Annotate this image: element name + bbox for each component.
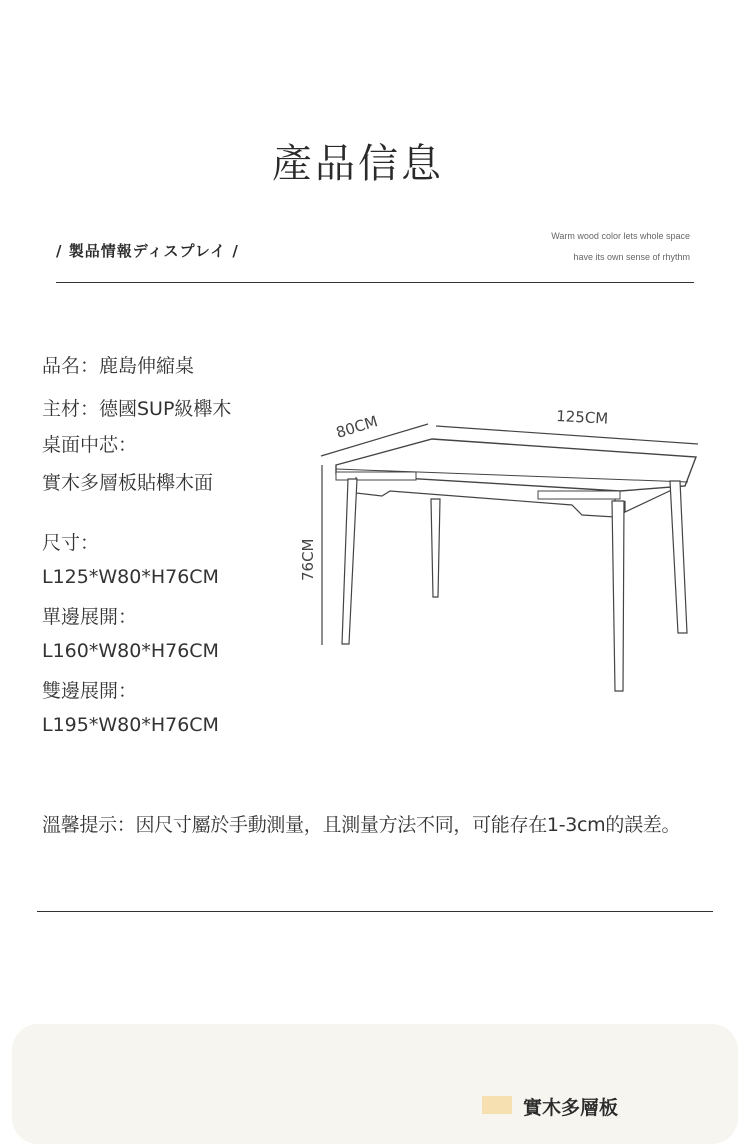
material-panel [12, 1024, 738, 1144]
front-right-leg [612, 501, 624, 691]
spec-size-label: 尺寸： [42, 532, 100, 554]
spec-double-value: L195*W80*H76CM [42, 714, 219, 736]
front-left-leg [342, 479, 357, 644]
tagline-line-1: Warm wood color lets whole space [551, 231, 690, 241]
header-divider [56, 282, 694, 283]
width-label: 80CM [333, 412, 380, 442]
tabletop [336, 439, 696, 491]
back-right-leg [670, 481, 687, 633]
back-left-leg [431, 499, 440, 597]
spec-double-label: 雙邊展開： [42, 680, 138, 702]
spec-single-label: 單邊展開： [42, 606, 138, 628]
length-label: 125CM [555, 407, 609, 428]
tagline-line-2: have its own sense of rhythm [573, 252, 690, 262]
spec-single-value: L160*W80*H76CM [42, 640, 219, 662]
spec-material: 主材：德國SUP級櫸木 [42, 398, 232, 420]
spec-core-value: 實木多層板貼櫸木面 [42, 472, 214, 494]
measurement-note: 溫馨提示：因尺寸屬於手動測量，且測量方法不同，可能存在1-3cm的誤差。 [42, 814, 681, 836]
footer-divider [37, 911, 713, 912]
legend-label: 實木多層板 [523, 1097, 619, 1119]
page-title: 產品信息 [272, 141, 444, 187]
spec-name: 品名：鹿島伸縮桌 [42, 355, 195, 377]
section-subtitle: / 製品情報ディスプレイ / [56, 242, 239, 260]
height-label: 76CM [299, 538, 317, 581]
spec-size-value: L125*W80*H76CM [42, 566, 219, 588]
table-dimension-diagram [280, 395, 710, 705]
spec-core-label: 桌面中芯： [42, 434, 138, 456]
legend-swatch [482, 1096, 512, 1114]
right-extension-leaf [538, 491, 620, 499]
